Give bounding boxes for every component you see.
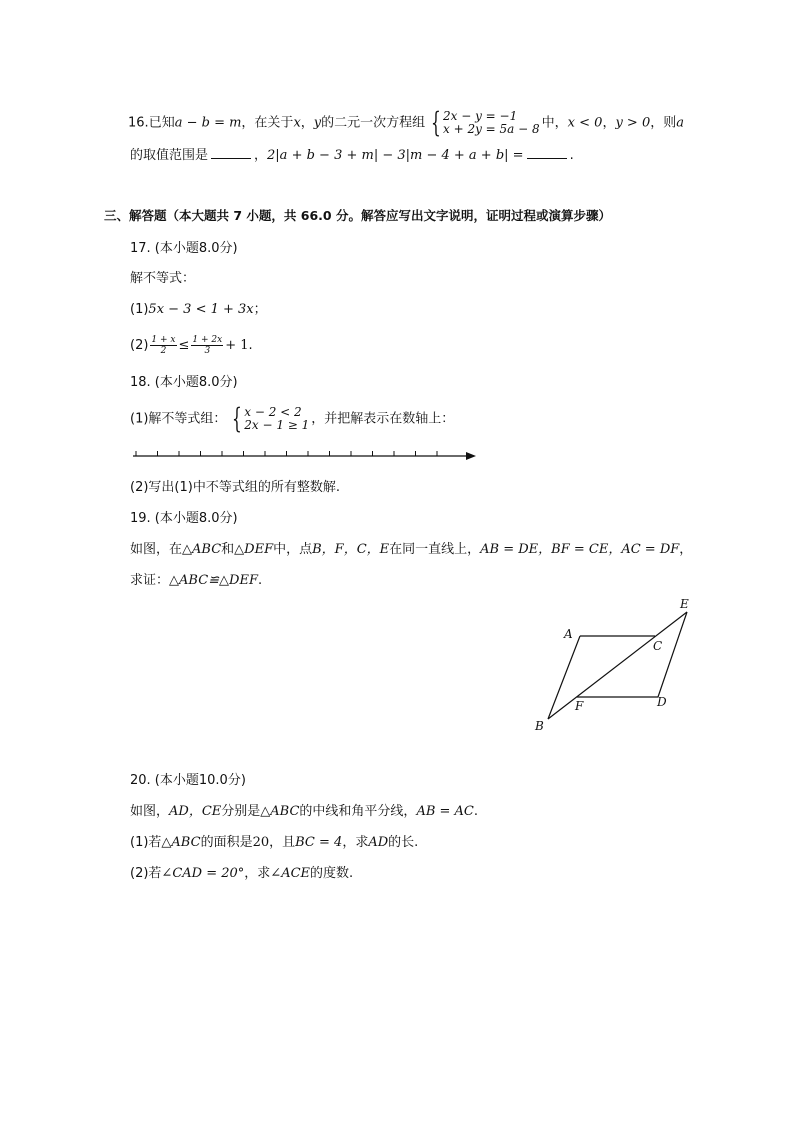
- q16-text: ，在关于: [241, 115, 294, 131]
- bc-value: BC = 4: [295, 835, 343, 850]
- le-sign: ≤: [178, 338, 190, 353]
- point-label-b: B: [535, 719, 544, 733]
- q20-text: 的度数.: [310, 866, 354, 881]
- q16-var: x: [293, 115, 301, 131]
- q16-text: ，: [602, 115, 616, 131]
- q16-text: ，: [254, 148, 268, 163]
- triangle-abc: △ABC: [161, 835, 201, 850]
- q16-eq2: x + 2y = 5a − 8: [443, 122, 540, 136]
- point-label-c: C: [653, 639, 663, 653]
- fraction-denominator: 3: [204, 346, 211, 356]
- q16-number: 16.: [128, 115, 149, 131]
- angle-ace: ∠ACE: [270, 866, 311, 881]
- q16-expr: a − b = m: [174, 115, 242, 131]
- q16-text: 的取值范围是: [130, 148, 209, 163]
- q16-eq1: 2x − y = −1: [443, 109, 518, 123]
- q16-text: 的二元一次方程组: [321, 115, 426, 131]
- fraction-denominator: 2: [160, 346, 167, 356]
- triangle-abc: △ABC: [182, 542, 222, 557]
- q16-condition: x < 0: [567, 115, 603, 131]
- section-title: 三、解答题（本大题共 7 小题，共 66.0 分。解答应写出文字说明，证明过程或演算步骤）: [104, 208, 611, 223]
- point-label-d: D: [657, 695, 667, 709]
- q17-part-1: [130, 301, 267, 319]
- q17-header: 17. (本小题8.0分): [130, 241, 238, 256]
- q18-header: 18. (本小题8.0分): [130, 375, 238, 390]
- q19-text: 和: [221, 542, 235, 557]
- number-line: [128, 446, 480, 466]
- q20-text: .: [473, 804, 479, 819]
- area-value: 20: [252, 835, 270, 850]
- point-label-a: A: [564, 627, 573, 641]
- q16-text: ，则: [650, 115, 677, 131]
- q20-text: (2)若: [130, 866, 162, 881]
- q19-points: B，F，C，E: [312, 542, 390, 557]
- q18-text: ，并把解表示在数轴上：: [311, 411, 455, 427]
- fraction: [150, 335, 176, 356]
- q17-p2-tail: + 1: [225, 338, 249, 353]
- q19-header: 19. (本小题8.0分): [130, 511, 238, 526]
- q17-text: ；: [253, 302, 267, 317]
- q20-text: ，且: [269, 835, 296, 850]
- q20-text: 分别是: [221, 804, 261, 819]
- fraction: [191, 335, 223, 356]
- q16-text: ，: [300, 115, 314, 131]
- q16-var: a: [676, 115, 685, 131]
- q16-var: y: [313, 115, 322, 131]
- q20-condition: AB = AC: [416, 804, 474, 819]
- q17-intro: 解不等式：: [130, 271, 196, 286]
- q20-text: (1)若: [130, 835, 162, 850]
- answer-blank[interactable]: [211, 146, 251, 159]
- q20-header: 20. (本小题10.0分): [130, 773, 246, 788]
- q17-text: .: [248, 338, 253, 353]
- point-label-f: F: [575, 699, 584, 713]
- q19-line-2: [130, 572, 262, 590]
- q17-part-2: [130, 335, 253, 356]
- segment-ed: [658, 612, 687, 697]
- triangle-abc: △ABC: [260, 804, 300, 819]
- geometry-figure: [530, 594, 700, 736]
- arrow-icon: [466, 452, 476, 460]
- angle-cad: ∠CAD = 20°: [161, 866, 245, 881]
- q19-conditions: AB = DE，BF = CE，AC = DF: [480, 542, 680, 557]
- q20-text: 如图，: [130, 804, 170, 819]
- q20-text: ，求: [342, 835, 369, 850]
- q17-p1-expr: 5x − 3 < 1 + 3x: [148, 302, 254, 317]
- q18-inequality-system: { x − 2 < 2 2x − 1 ≥ 1: [232, 402, 310, 435]
- q16-text: 中，: [541, 115, 568, 131]
- q20-part-2: [130, 865, 353, 883]
- q20-segments: AD，CE: [169, 804, 222, 819]
- fraction-numerator: 1 + x: [151, 335, 176, 345]
- point-label-e: E: [680, 597, 689, 611]
- q19-text: 如图，在: [130, 542, 183, 557]
- fraction-numerator: 1 + 2x: [192, 335, 223, 345]
- q20-text: 的面积是: [200, 835, 253, 850]
- q18-eq2: 2x − 1 ≥ 1: [244, 418, 310, 432]
- q18-part-2: (2)写出(1)中不等式组的所有整数解.: [130, 480, 340, 495]
- q20-part-1: [130, 834, 418, 852]
- q19-text: .: [257, 573, 263, 588]
- q20-text: ，求: [244, 866, 271, 881]
- segment-ad: AD: [368, 835, 389, 850]
- q19-text: 在同一直线上，: [389, 542, 481, 557]
- q16-expr: 2|a + b − 3 + m| − 3|m − 4 + a + b| =: [267, 148, 524, 163]
- q20-line-1: [130, 803, 478, 821]
- part-label: (1)解不等式组：: [130, 411, 227, 427]
- q16-text: 已知: [148, 115, 175, 131]
- triangle-def: △DEF: [234, 542, 274, 557]
- q18-eq1: x − 2 < 2: [244, 405, 302, 419]
- q16-text: .: [569, 148, 574, 163]
- answer-blank[interactable]: [527, 146, 567, 159]
- q19-text: ，: [679, 542, 693, 557]
- q20-text: 的长.: [388, 835, 419, 850]
- q16-condition: y > 0: [615, 115, 651, 131]
- part-label: (2): [130, 338, 149, 353]
- q20-text: 的中线和角平分线，: [299, 804, 417, 819]
- q19-text: 求证：: [130, 573, 170, 588]
- q16-line-2: [130, 146, 574, 165]
- q16-equation-system: { 2x − y = −1 x + 2y = 5a − 8: [431, 106, 540, 139]
- q16-line-1: [128, 106, 685, 139]
- number-line-ticks: [136, 451, 437, 456]
- q19-text: 中，点: [273, 542, 313, 557]
- q19-line-1: [130, 541, 692, 559]
- q19-congruence: △ABC≌△DEF: [169, 573, 258, 588]
- part-label: (1): [130, 302, 149, 317]
- q18-part-1: [130, 402, 455, 435]
